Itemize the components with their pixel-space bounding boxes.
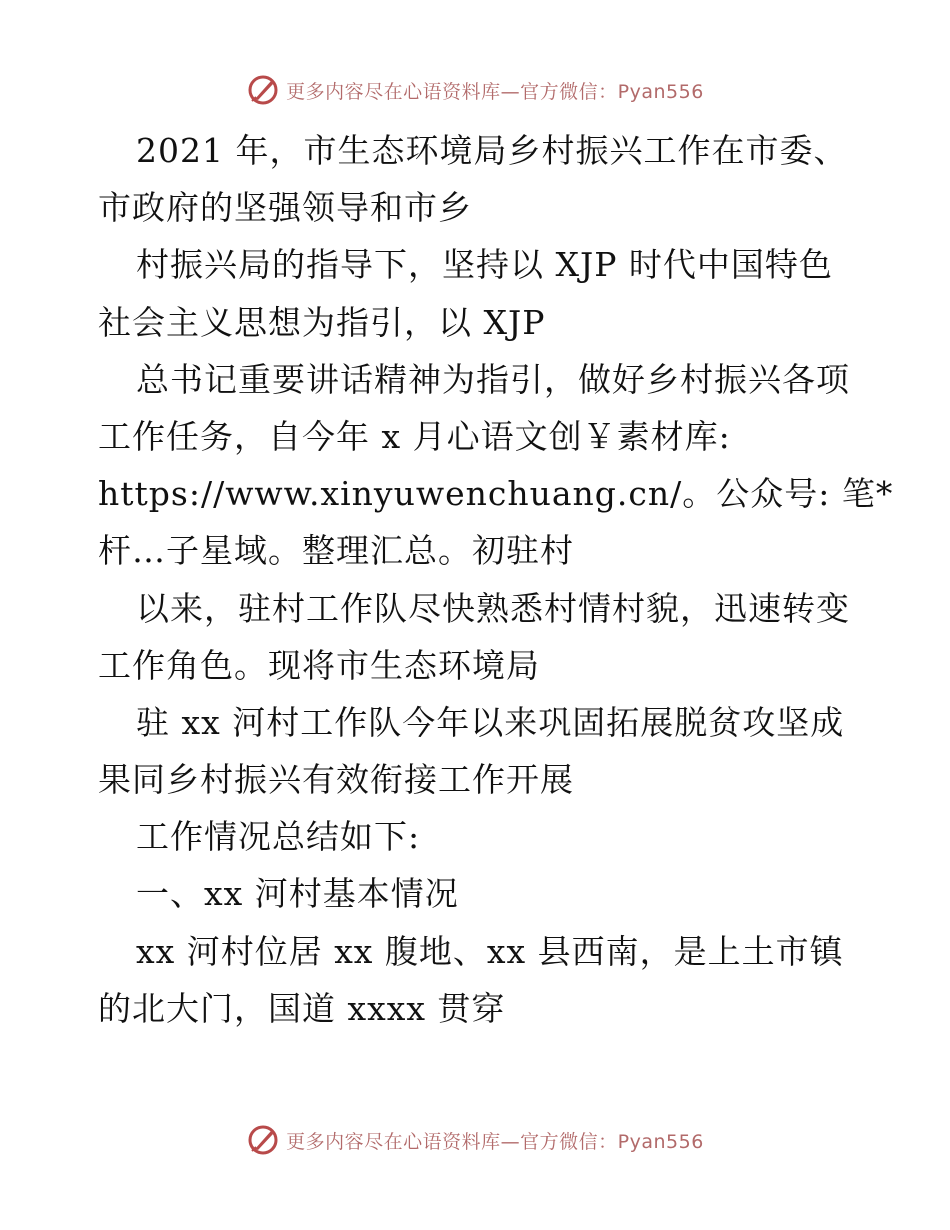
footer-watermark xyxy=(0,1120,950,1160)
text-line: 的北大门，国道 xxxx 贯穿 xyxy=(98,988,506,1028)
watermark-text: 更多内容尽在心语资料库—官方微信：Pyan556 xyxy=(286,1130,704,1153)
text-line: 工作任务，自今年 x 月心语文创￥素材库: xyxy=(98,416,731,456)
text-line: https://www.xinyuwenchuang.cn/。公众号: 笔* xyxy=(98,474,894,514)
text-line: 村振兴局的指导下，坚持以 XJP 时代中国特色 xyxy=(136,245,833,285)
text-line: 工作角色。现将市生态环境局 xyxy=(98,645,540,685)
header-watermark xyxy=(0,70,950,110)
text-line: 以来，驻村工作队尽快熟悉村情村貌，迅速转变 xyxy=(136,588,850,628)
text-line: 杆…子星域。整理汇总。初驻村 xyxy=(98,531,574,571)
document-body xyxy=(98,122,894,1037)
quill-logo-icon xyxy=(246,73,280,107)
section-heading: 一、xx 河村基本情况 xyxy=(136,874,459,914)
text-line: 市政府的坚强领导和市乡 xyxy=(98,188,472,228)
text-line: 社会主义思想为指引，以 XJP xyxy=(98,302,546,342)
text-line: 工作情况总结如下: xyxy=(136,817,421,857)
text-line: xx 河村位居 xx 腹地、xx 县西南，是上土市镇 xyxy=(136,931,844,971)
watermark-text: 更多内容尽在心语资料库—官方微信：Pyan556 xyxy=(286,80,704,103)
text-line: 2021 年，市生态环境局乡村振兴工作在市委、 xyxy=(136,131,848,170)
text-line: 驻 xx 河村工作队今年以来巩固拓展脱贫攻坚成 xyxy=(136,702,845,742)
quill-logo-icon xyxy=(246,1123,280,1157)
text-line: 果同乡村振兴有效衔接工作开展 xyxy=(98,760,574,800)
text-line: 总书记重要讲话精神为指引，做好乡村振兴各项 xyxy=(136,359,850,399)
